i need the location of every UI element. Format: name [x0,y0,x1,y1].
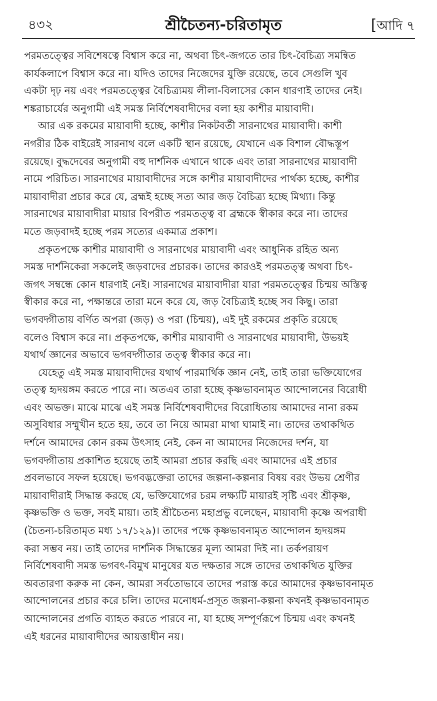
text-line: অসুবিধার সম্মুখীন হতে হয়, তবে তা নিয়ে আমরা মাথা ঘামাই না। তাদের তথাকথিত [24,420,355,432]
text-line: করা সম্ভব নয়। তাই তাদের দার্শনিক সিদ্ধান্তের মূল্য আমরা দিই না। তর্কপরায়ণ [24,543,329,555]
text-line: প্রবলভাবে সফল হয়েছে। ভগবদ্ভক্তেরা তাদের জল্পনা-কল্পনার বিষয় বরং উভয় শ্রেণীর [24,473,360,485]
text-line: সমস্ত দার্শনিকেরা সকলেই জড়বাদের প্রচারক। তাদের কারওই পরমতত্ত্ব অথবা চিৎ- [24,262,353,274]
text-line: কার্যকলাপে বিশ্বাস করে না। যদিও তাদের নিজেদের যুক্তি রয়েছে, তবে সেগুলি খুব [24,68,348,80]
text-line: অবতারণা করুক না কেন, আমরা সর্বতোভাবে তাদের পরাস্ত করে আমাদের কৃষ্ণভাবনামৃত [24,578,374,590]
text-line: প্রকৃতপক্ষে কাশীর মায়াবাদী ও সারনাথের মায়াবাদী এবং আধুনিক রহিত অন্য [38,244,339,256]
page-number: ৪৩২ [28,18,54,33]
body-text [24,48,418,646]
text-line: যথার্থ জ্ঞানের অভাবে ভগবদ্গীতার তত্ত্ব স্বীকার করে না। [24,350,251,362]
page-header [20,14,427,36]
text-line: মতে জড়বাদই হচ্ছে পরম সত্যের একমাত্র প্রকাশ। [24,226,218,238]
text-line: এই ধরনের মায়াবাদীদের আয়ত্তাধীন নয়। [24,631,184,643]
text-line: দর্শনে আমাদের কোন রকম উৎসাহ নেই, কেন না আমাদের নিজেদের দর্শন, যা [24,438,329,450]
header-divider [22,38,415,39]
text-line: আন্দোলনের প্রচার করে চলি। তাদের মনোধর্ম-প্রসূত জল্পনা-কল্পনা কখনই কৃষ্ণভাবনামৃত [24,596,370,608]
text-line: কৃষ্ণভক্তি ও ভক্ত, সবই মায়া। তাই শ্রীচৈতন্য মহাপ্রভু বলেছেন, মায়াবাদী কৃষ্ণে অপরাধী [24,508,367,520]
section-name: আদি ৭ [376,19,415,34]
text-line: সারনাথের মায়াবাদীরা মায়ার বিপরীত পরমতত্ত্ব বা ব্রহ্মকে স্বীকার করে না। তাদের [24,209,348,221]
text-line: মায়াবাদীরাই সিদ্ধান্ত করছে যে, ভক্তিযোগের চরম লক্ষ্যটি মায়ারই সৃষ্টি এবং শ্রীকৃষ্ণ, [24,490,351,502]
text-line: নগরীর ঠিক বাইরেই সারনাথ বলে একটি স্থান রয়েছে, যেখানে এক বিশাল বৌদ্ধস্তূপ [24,138,349,150]
text-line: জগৎ সম্বন্ধে কোন ধারণাই নেই। সারনাথের মায়াবাদীরা যারা পরমতত্ত্বের চিন্ময় অস্তিত্ব [24,279,368,291]
running-title: শ্রীচৈতন্য-চরিতামৃত [165,16,282,34]
text-line: যেহেতু এই সমস্ত মায়াবাদীদের যথার্থ পারমার্থিক জ্ঞান নেই, তাই তারা ভক্তিযোগের [38,367,362,379]
text-line: স্বীকার করে না, পক্ষান্তরে তারা মনে করে যে, জড় বৈচিত্র্যই হচ্ছে সব কিছু। তারা [24,297,338,309]
text-line: (চৈতন্য-চরিতামৃত মধ্য ১৭/১২৯)। তাদের পক্ষে কৃষ্ণভাবনামৃত আন্দোলন হৃদয়ঙ্গম [24,526,346,538]
text-line: নামে পরিচিত। সারনাথের মায়াবাদীদের সঙ্গে কাশীর মায়াবাদীদের পার্থক্য হচ্ছে, কাশীর [24,174,360,186]
text-line: আর এক রকমের মায়াবাদী হচ্ছে, কাশীর নিকটবর্তী সারনাথের মায়াবাদী। কাশী [38,121,342,133]
text-line: মায়াবাদীরা প্রচার করে যে, ব্রহ্মই হচ্ছে সত্য আর জড় বৈচিত্র্য হচ্ছে মিথ্যা। কিন্তু [24,191,336,203]
text-line: আন্দোলনের প্রগতি ব্যাহত করতে পারবে না, যা হচ্ছে সম্পূর্ণরূপে চিন্ময় এবং কখনই [24,614,355,625]
text-line: শঙ্করাচার্যের অনুগামী এই সমস্ত নির্বিশেষবাদীদের বলা হয় কাশীর মায়াবাদী। [24,103,314,115]
section-bracket: [ [370,16,377,34]
text-line: একটা দৃঢ় নয় এবং পরমতত্ত্বের বৈচিত্র্যময় লীলা-বিলাসের কোন ধারণাই তাদের নেই। [24,86,363,98]
text-line: ভগবদ্গীতায় প্রকাশিত হয়েছে তাই আমরা প্রচার করছি এবং আমাদের এই প্রচার [24,455,338,467]
section-label [371,16,415,38]
text-line: নির্বিশেষবাদী সমস্ত ভগবৎ-বিমুখ মানুষের যত দক্ষতার সঙ্গে তাদের তথাকথিত যুক্তির [24,561,353,573]
text-line: এবং অভক্ত। মাঝে মাঝে এই সমস্ত নির্বিশেষবাদীদের বিরোধিতায় আমাদের নানা রকম [24,402,359,414]
text-line: রয়েছে। বুদ্ধদেবের অনুগামী বহু দার্শনিক এখানে থাকে এবং তারা সারনাথের মায়াবাদী [24,156,357,168]
text-line: পরমতত্ত্বের সবিশেষত্বে বিশ্বাস করে না, অথবা চিৎ-জগতে তার চিৎ-বৈচিত্র্য সমন্বিত [24,51,356,62]
text-line: তত্ত্ব হৃদয়ঙ্গম করতে পারে না। অতএব তারা হচ্ছে কৃষ্ণভাবনামৃত আন্দোলনের বিরোধী [24,385,367,397]
text-line: ভগবদ্গীতায় বর্ণিত অপরা (জড়) ও পরা (চিন্ময়), এই দুই রকমের প্রকৃতি রয়েছে [24,314,338,326]
text-line: বলেও বিশ্বাস করে না। প্রকৃতপক্ষে, কাশীর মায়াবাদী ও সারনাথের মায়াবাদী, উভয়ই [24,332,349,344]
